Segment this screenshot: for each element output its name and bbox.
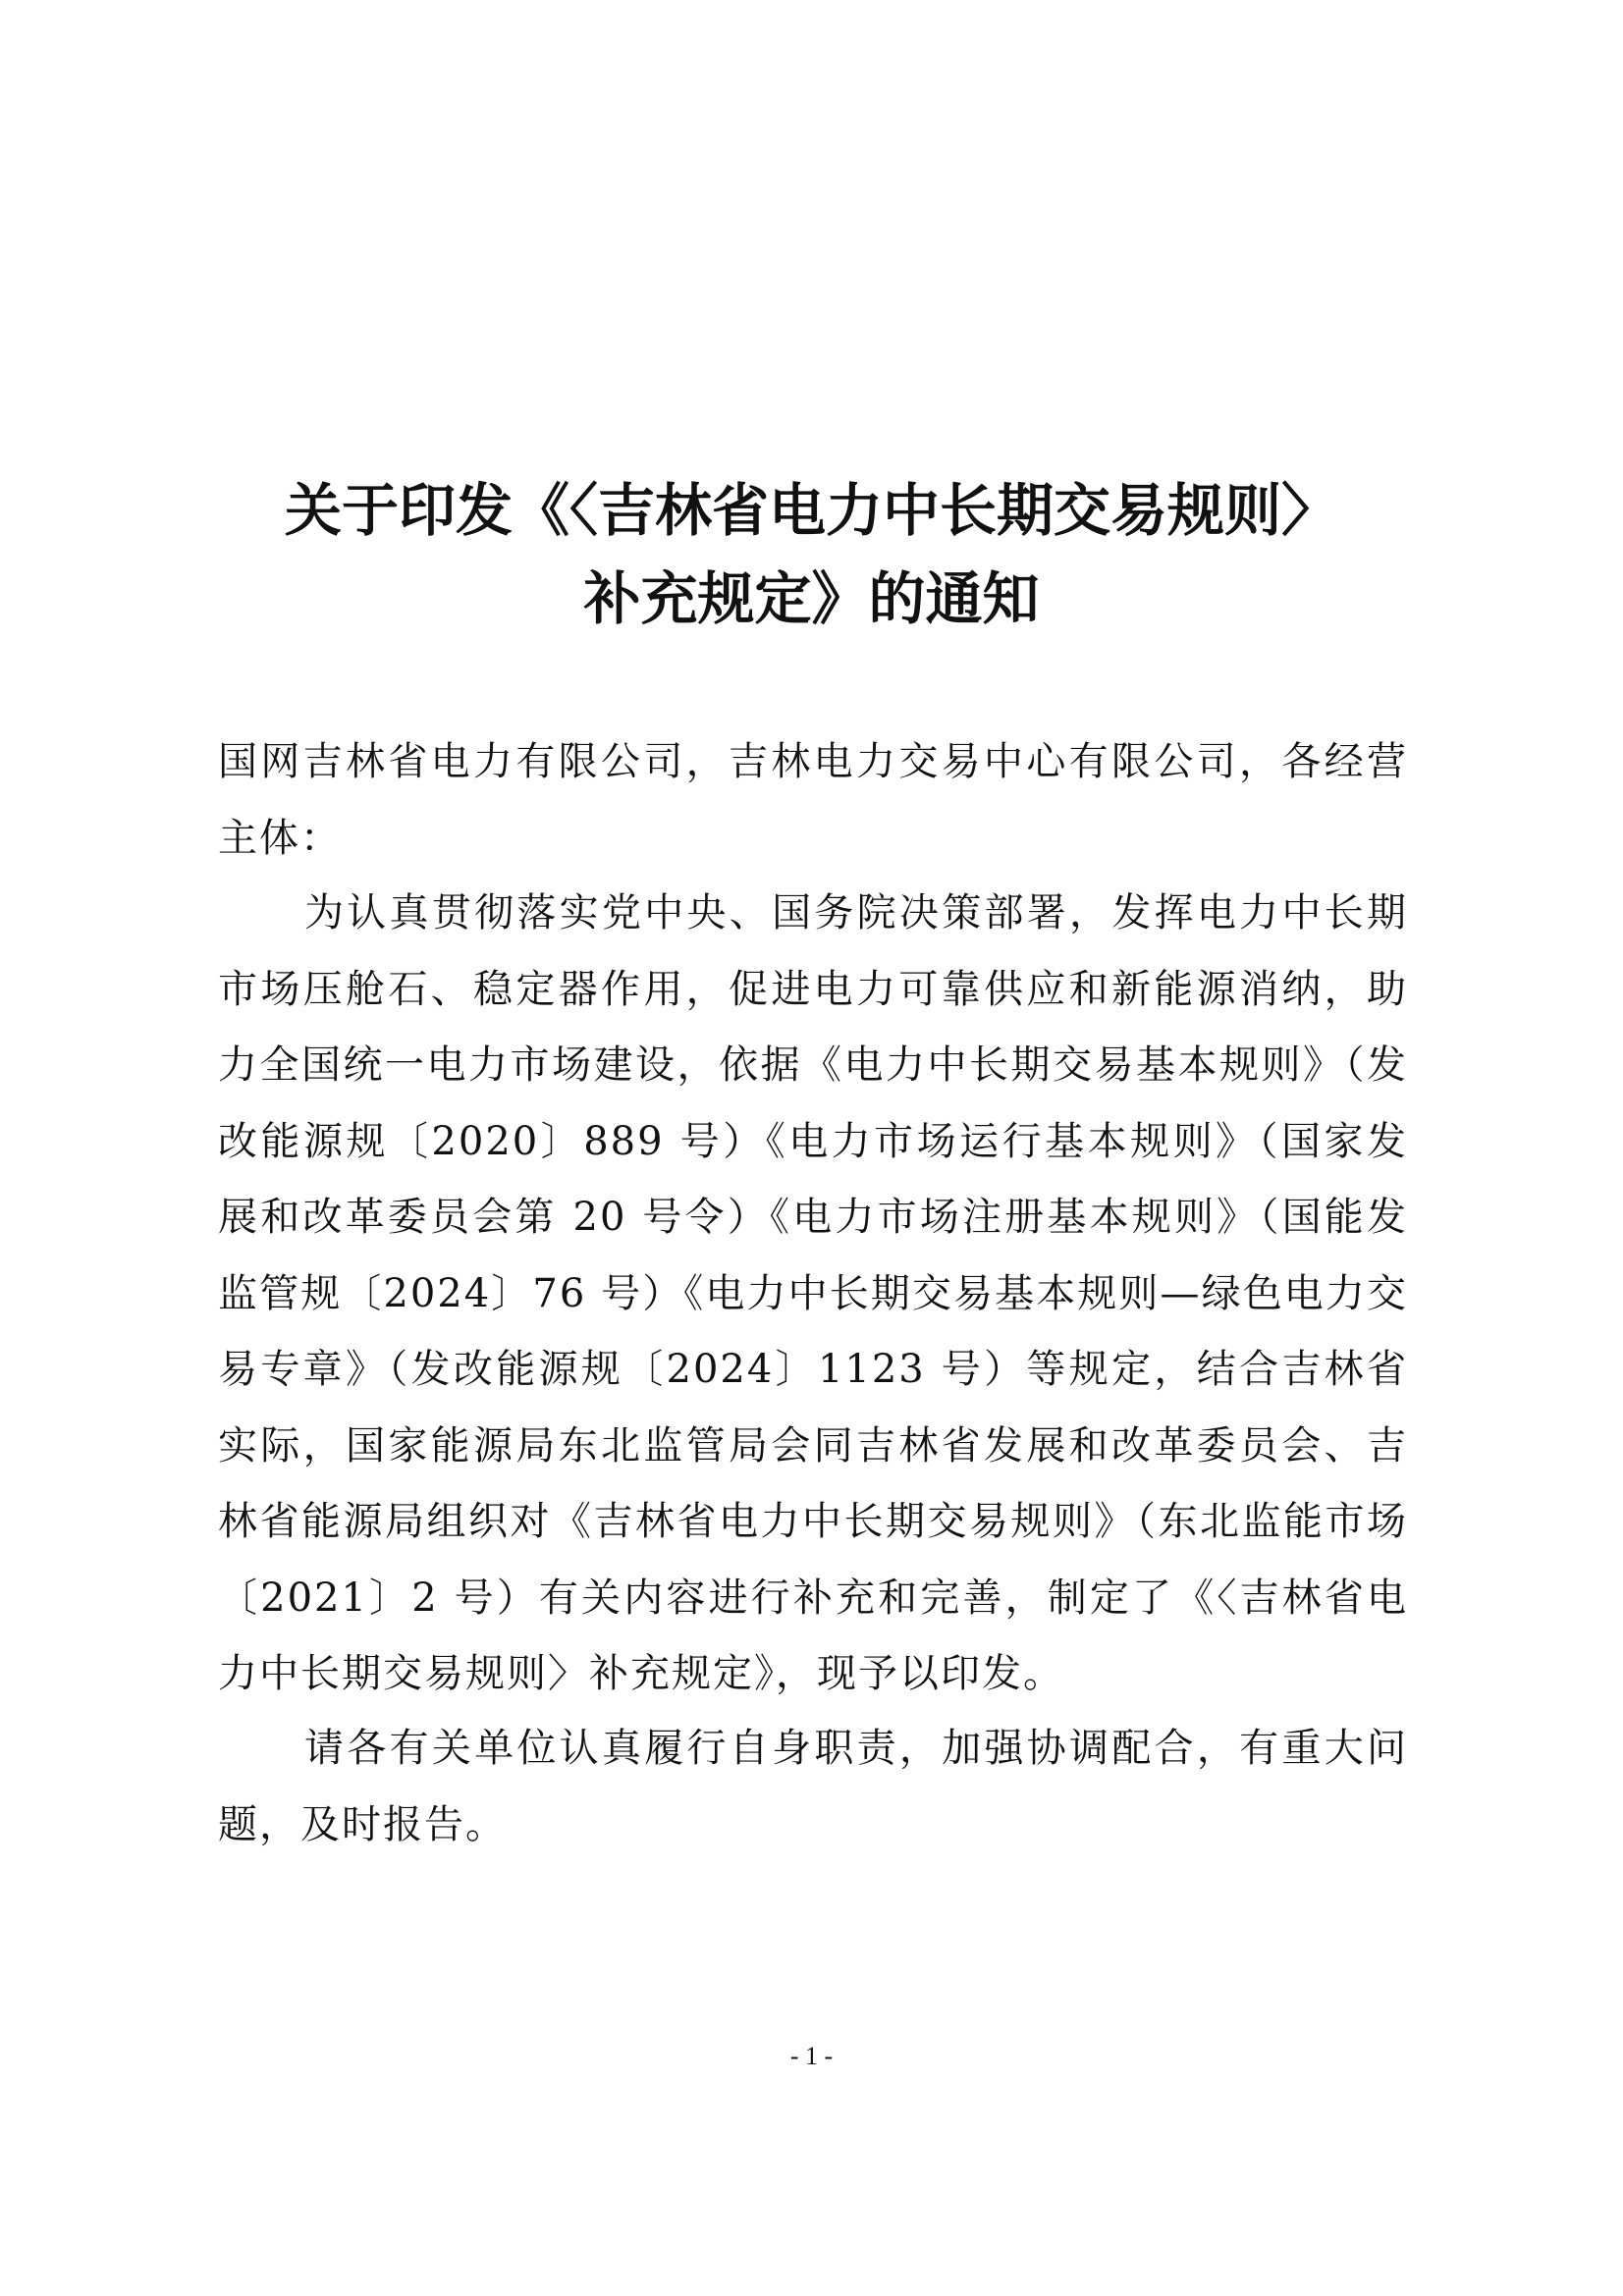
- document-title-line-2: 补充规定》的通知: [583, 565, 1040, 632]
- body-paragraph-2: 请各有关单位认真履行自身职责，加强协调配合，有重大问题，及时报告。: [218, 1726, 1408, 1847]
- document-title-line-1: 关于印发《〈吉林省电力中长期交易规则〉: [284, 477, 1338, 544]
- body-paragraph-1: 为认真贯彻落实党中央、国务院决策部署，发挥电力中长期市场压舱石、稳定器作用，促进电力可靠供应和新能源消纳，助力全国统一电力市场建设，依据《电力中长期交易基本规则》（发改能源规〔2020〕889 号）《电力市场运行基本规则》（国家发展和改革委员会第 20 号令）《电力市场注册基本规则》（国能发监管规〔2024〕76 号）《电力中长期交易基本规则—绿色电力交易专章》（发改能源规〔2024〕1123 号）等规定，结合吉林省实际，国家能源局东北监管局会同吉林省发展和改革委员会、吉林省能源局组织对《吉林省电力中长期交易规则》（东北监能市场〔2021〕2 号）有关内容进行补充和完善，制定了《〈吉林省电力中长期交易规则〉补充规定》，现予以印发。: [218, 890, 1408, 1696]
- addressee: 国网吉林省电力有限公司，吉林电力交易中心有限公司，各经营主体：: [218, 739, 1408, 861]
- page-number: - 1 -: [789, 2042, 834, 2070]
